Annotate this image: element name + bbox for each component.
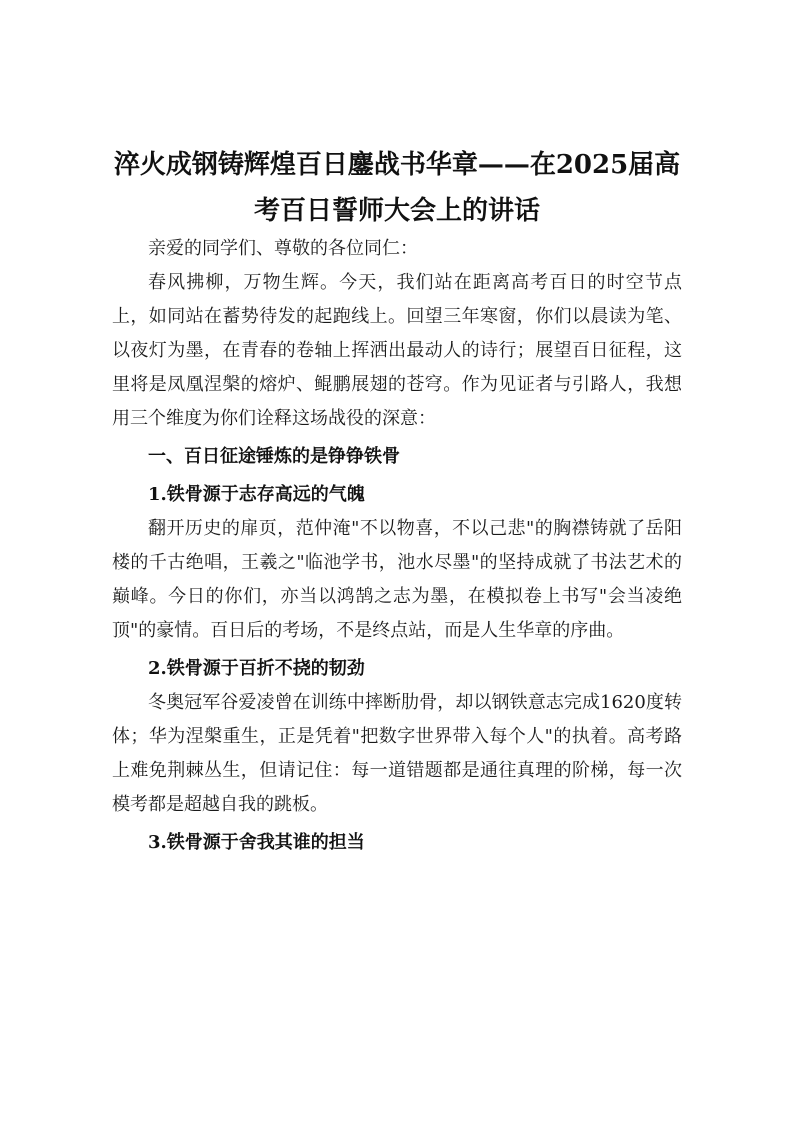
salutation: 亲爱的同学们、尊敬的各位同仁：	[148, 238, 418, 259]
document-body	[112, 232, 682, 860]
subsection-heading-1: 1.铁骨源于志存高远的气魄	[148, 484, 365, 505]
subsection-heading-3: 3.铁骨源于舍我其谁的担当	[148, 832, 365, 853]
intro-paragraph: 春风拂柳，万物生辉。今天，我们站在距离高考百日的时空节点上，如同站在蓄势待发的起跑线上。回望三年寒窗，你们以晨读为笔、以夜灯为墨，在青春的卷轴上挥洒出最动人的诗行；展望百日征程，这里将是凤凰涅槃的熔炉、鲲鹏展翅的苍穹。作为见证者与引路人，我想用三个维度为你们诠释这场战役的深意：	[112, 272, 682, 429]
subsection-paragraph-1: 翻开历史的扉页，范仲淹"不以物喜，不以己悲"的胸襟铸就了岳阳楼的千古绝唱，王羲之"临池学书，池水尽墨"的坚持成就了书法艺术的巅峰。今日的你们，亦当以鸿鹄之志为墨，在模拟卷上书写"会当凌绝顶"的豪情。百日后的考场，不是终点站，而是人生华章的序曲。	[112, 518, 682, 641]
subsection-paragraph-2: 冬奥冠军谷爱凌曾在训练中摔断肋骨，却以钢铁意志完成1620度转体；华为涅槃重生，正是凭着"把数字世界带入每个人"的执着。高考路上难免荆棘丛生，但请记住：每一道错题都是通往真理的阶梯，每一次模考都是超越自我的跳板。	[112, 692, 682, 815]
section-heading-1: 一、百日征途锤炼的是铮铮铁骨	[148, 446, 400, 467]
document-title: 淬火成钢铸辉煌百日鏖战书华章——在2025届高考百日誓师大会上的讲话	[113, 150, 681, 226]
subsection-heading-2: 2.铁骨源于百折不挠的韧劲	[148, 658, 365, 679]
